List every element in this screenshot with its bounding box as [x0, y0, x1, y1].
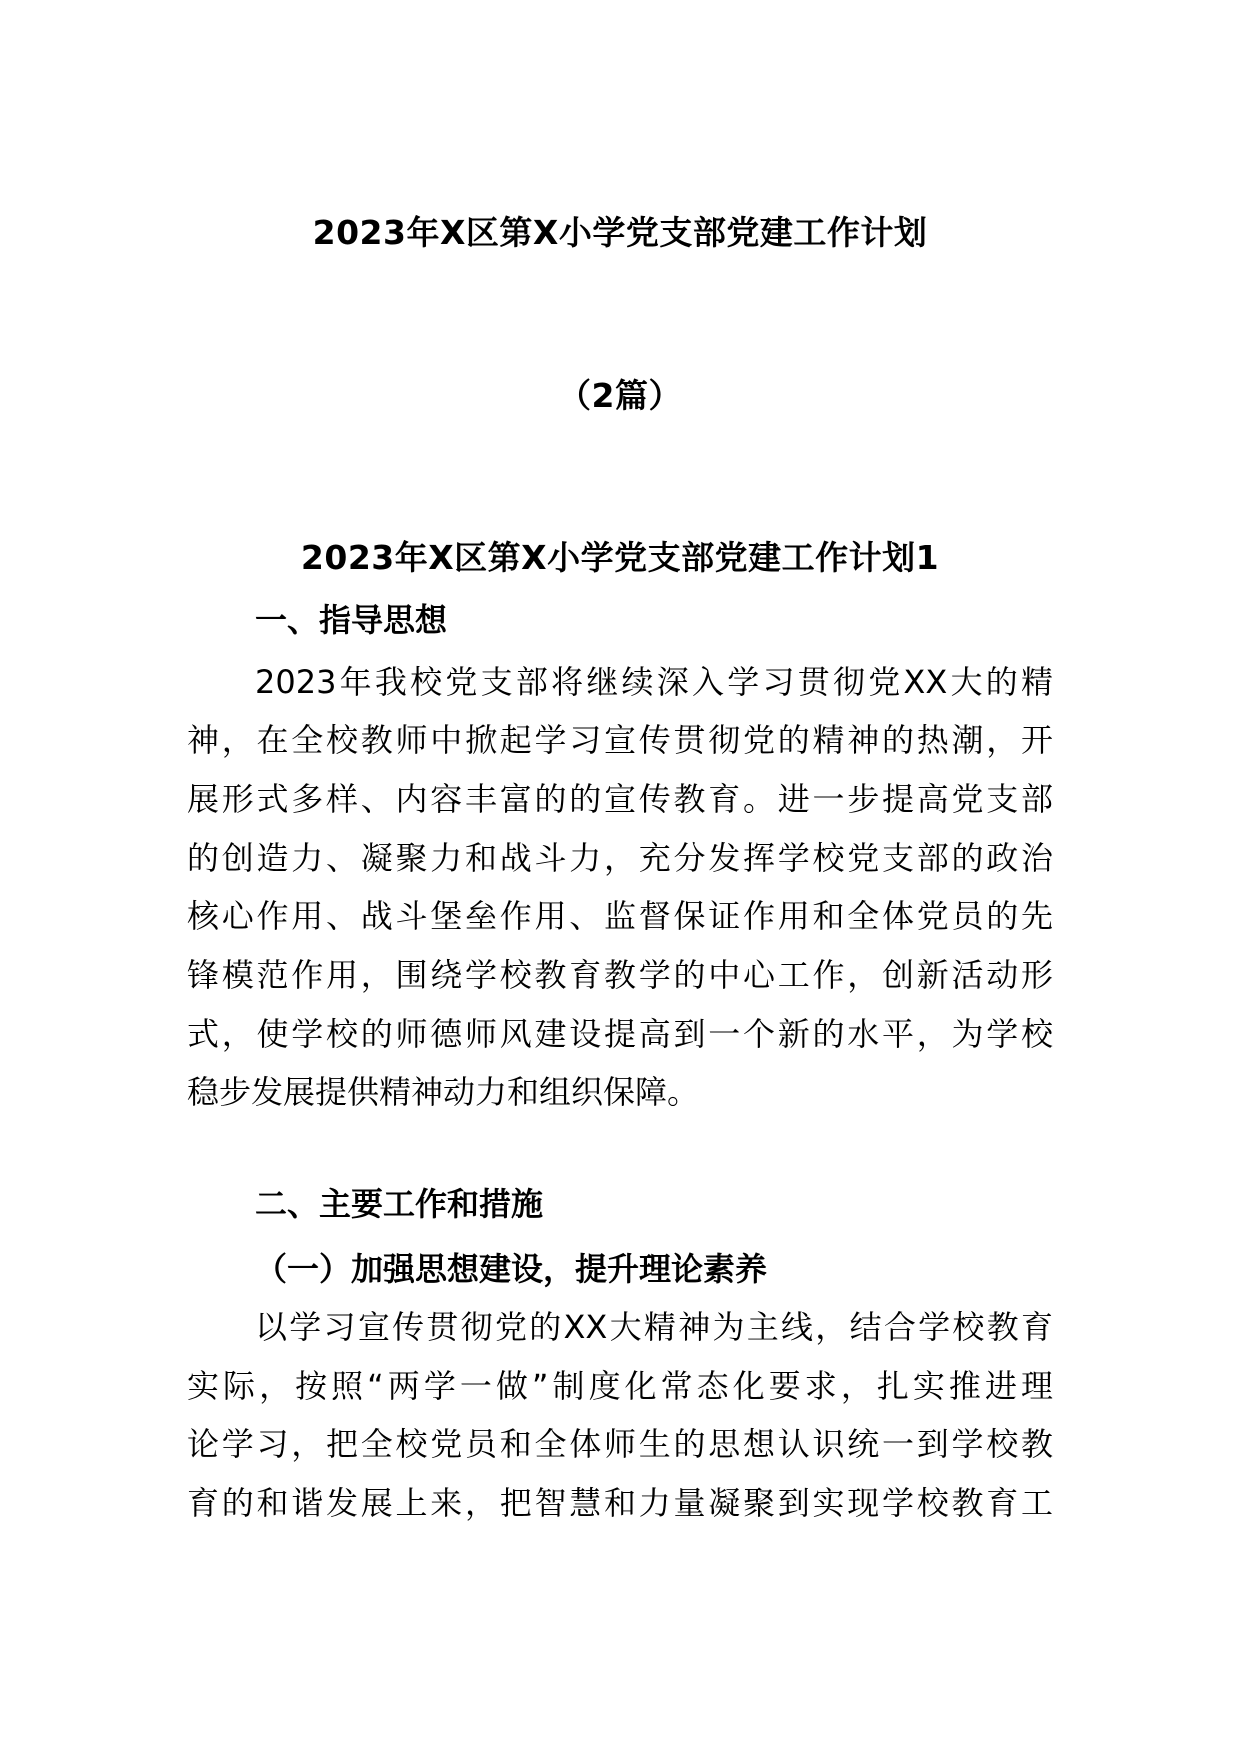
paragraph-line: 神，在全校教师中掀起学习宣传贯彻党的精神的热潮，开 — [187, 721, 1053, 759]
section-heading-main-work: 二、主要工作和措施 — [255, 1185, 544, 1223]
paragraph-line: 育的和谐发展上来，把智慧和力量凝聚到实现学校教育工 — [187, 1484, 1053, 1522]
section-heading-guiding-ideology: 一、指导思想 — [255, 601, 448, 639]
paragraph-line: 式，使学校的师德师风建设提高到一个新的水平，为学校 — [187, 1015, 1053, 1053]
document-count-subtitle: （2篇） — [558, 376, 682, 415]
paragraph-line: 的创造力、凝聚力和战斗力，充分发挥学校党支部的政治 — [187, 839, 1053, 877]
paragraph-line: 核心作用、战斗堡垒作用、监督保证作用和全体党员的先 — [187, 897, 1053, 935]
paragraph-line: 实际，按照“两学一做”制度化常态化要求，扎实推进理 — [187, 1367, 1053, 1405]
part-title: 2023年X区第X小学党支部党建工作计划1 — [300, 538, 940, 577]
paragraph-line: 锋模范作用，围绕学校教育教学的中心工作，创新活动形 — [187, 956, 1053, 994]
paragraph-line: 展形式多样、内容丰富的的宣传教育。进一步提高党支部 — [187, 780, 1053, 818]
document-title: 2023年X区第X小学党支部党建工作计划 — [312, 213, 928, 252]
subsection-heading-ideological-building: （一）加强思想建设，提升理论素养 — [255, 1250, 768, 1288]
paragraph-line: 以学习宣传贯彻党的XX大精神为主线，结合学校教育 — [255, 1308, 1053, 1346]
paragraph-line: 论学习，把全校党员和全体师生的思想认识统一到学校教 — [187, 1425, 1053, 1463]
paragraph-line: 2023年我校党支部将继续深入学习贯彻党XX大的精 — [255, 663, 1053, 701]
paragraph-line: 稳步发展提供精神动力和组织保障。 — [187, 1073, 700, 1111]
